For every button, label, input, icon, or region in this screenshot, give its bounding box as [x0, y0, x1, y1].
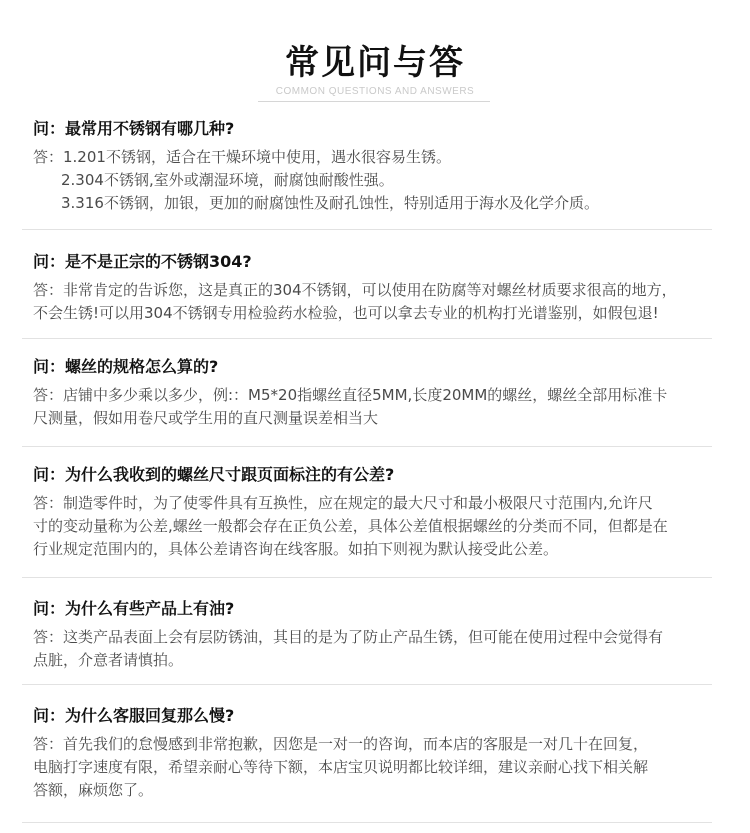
faq-answer-line: 答额，麻烦您了。: [33, 781, 154, 799]
faq-item-4: [33, 464, 713, 561]
faq-answer: [33, 733, 713, 802]
faq-answer-line: 答：这类产品表面上会有层防锈油，其目的是为了防止产品生锈，但可能在使用过程中会觉得有: [33, 628, 664, 646]
faq-answer-line: 答：店铺中多少乘以多少，例:：M5*20指螺丝直径5MM,长度20MM的螺丝，螺丝全部用标准卡: [33, 386, 668, 404]
faq-divider: [22, 684, 712, 685]
faq-answer-line: 答：制造零件时，为了使零件具有互换性，应在规定的最大尺寸和最小极限尺寸范围内,允许尺: [33, 494, 653, 512]
faq-answer-line: 答：首先我们的怠慢感到非常抱歉，因您是一对一的咨询，而本店的客服是一对几十在回复，: [33, 735, 649, 753]
faq-answer: [33, 626, 713, 672]
faq-divider: [22, 446, 712, 447]
faq-question: 问：为什么我收到的螺丝尺寸跟页面标注的有公差?: [33, 465, 395, 484]
faq-answer: [33, 492, 713, 561]
faq-question: 问：螺丝的规格怎么算的?: [33, 357, 219, 376]
faq-answer-line: 寸的变动量称为公差,螺丝一般都会存在正负公差，具体公差值根据螺丝的分类而不同，但都是在: [33, 517, 668, 535]
faq-answer: [33, 146, 713, 215]
faq-divider: [22, 338, 712, 339]
page-header: [0, 40, 750, 97]
faq-divider: [22, 229, 712, 230]
faq-item-1: [33, 118, 713, 215]
page-title: 常见问与答: [285, 43, 465, 83]
title-divider: [258, 101, 490, 102]
faq-answer: [33, 279, 713, 325]
faq-question: 问：是不是正宗的不锈钢304?: [33, 252, 252, 271]
faq-question: 问：为什么客服回复那么慢?: [33, 706, 235, 725]
faq-answer-line: 点脏，介意者请慎拍。: [33, 651, 184, 669]
faq-answer-line: 答：非常肯定的告诉您，这是真正的304不锈钢，可以使用在防腐等对螺丝材质要求很高的地方，: [33, 281, 677, 299]
faq-answer-line: 3.316不锈钢，加银，更加的耐腐蚀性及耐孔蚀性，特别适用于海水及化学介质。: [61, 194, 599, 212]
faq-divider: [22, 577, 712, 578]
faq-question: 问：为什么有些产品上有油?: [33, 599, 235, 618]
faq-item-5: [33, 598, 713, 672]
faq-answer: [33, 384, 713, 430]
faq-answer-line: 2.304不锈钢,室外或潮湿环境，耐腐蚀耐酸性强。: [61, 171, 394, 189]
faq-answer-line: 答：1.201不锈钢，适合在干燥环境中使用，遇水很容易生锈。: [33, 148, 451, 166]
faq-answer-line: 不会生锈!可以用304不锈钢专用检验药水检验，也可以拿去专业的机构打光谱鉴别，如假包退!: [33, 304, 659, 322]
faq-divider: [22, 822, 712, 823]
page-subtitle: COMMON QUESTIONS AND ANSWERS: [275, 86, 475, 97]
faq-item-2: [33, 251, 713, 325]
faq-answer-line: 电脑打字速度有限，希望亲耐心等待下额，本店宝贝说明都比较详细，建议亲耐心找下相关解: [33, 758, 649, 776]
faq-answer-line: 行业规定范围内的，具体公差请咨询在线客服。如拍下则视为默认接受此公差。: [33, 540, 559, 558]
faq-item-6: [33, 705, 713, 802]
faq-item-3: [33, 356, 713, 430]
faq-question: 问：最常用不锈钢有哪几种?: [33, 119, 235, 138]
faq-answer-line: 尺测量，假如用卷尺或学生用的直尺测量误差相当大: [33, 409, 379, 427]
